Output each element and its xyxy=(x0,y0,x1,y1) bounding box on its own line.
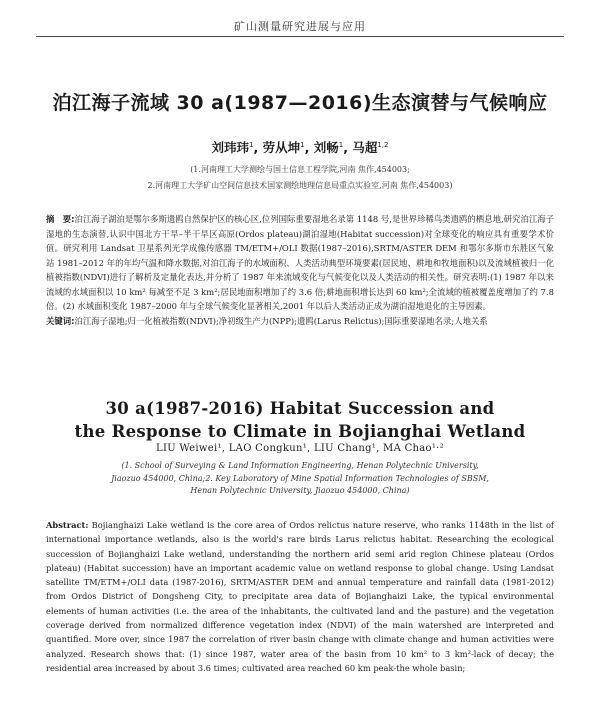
title-chinese: 泊江海子流域 30 a(1987—2016)生态演替与气候响应 xyxy=(52,92,548,114)
affiliation-english-line: (1. School of Surveying & Land Information Engineering, Henan Polytechnic University, xyxy=(121,461,479,470)
author-affil-mark: 1,2 xyxy=(377,140,389,149)
title-english-line-2: the Response to Climate in Bojianghai Wetland xyxy=(74,422,526,441)
author-affil-mark: 1 xyxy=(338,140,344,149)
abstract-text-english: Bojianghaizi Lake wetland is the core area of Ordos relictus nature reserve, who ranks 1148th in the list of international importance wetlands, also is the world's rare birds Larus relictus habitat. Researching the ecological succession of Bojianghaizi Lake wetland, understanding the northern arid semi arid region Chinese plateau (Ordos plateau) (Habitat succession) have an important academic value on wetland response to global change. Using Landsat satellite TM/ETM+/OLI data (1987-2016), SRTM/ASTER DEM and annual temperature and rainfall data (1981-2012) from Ordos District of Dongsheng City, to precipitate area data of Bojianghaizi Lake, the typical environmental elements of human activities (i.e. the area of the inhabitants, the cultivated land and the pasture) and the vegetation coverage derived from normalized difference vegetation index (NDVI) of the main watershed are interpreted and quantified. More over, since 1987 the correlation of river basin change with climate change and human activities were analyzed. Research shows that: (1) since 1987, water area of the basin from 10 km² to 3 km²-lack of decay; the residential area increased by about 3.6 times; cultivated area reached 60 km peak-the whole basin; xyxy=(46,520,555,673)
affiliation-english-line: Jiaozuo 454000, China;2. Key Laboratory of Mine Spatial Information Technologies of SBSM, xyxy=(111,473,489,483)
abstract-text-chinese: 泊江海子湖泊是鄂尔多斯遗鸥自然保护区的核心区,位列国际重要湿地名录第 1148 号,是世界珍稀鸟类遗鸥的栖息地,研究泊江海子湿地的生态演替,认识中国北方干旱–半干旱区高原(Ordos plateau)湖泊湿地(Habitat succession)对全球变化的响应具有重要学术价值。研究利用 Landsat 卫星系列光学成像传感器 TM/ETM+/OLI 数据(1987–2016),SRTM/ASTER DEM 和鄂尔多斯市东胜区气象站 1981–2012 年的年均气温和降水数据,对泊江海子的水域面积、人类活动典型环境要素(居民地、耕地和牧地面积)以及流域植被归一化植被指数(NDVI)进行了解析及定量化表达,并分析了 1987 年来流域变化与气候变化以及人类活动的相关性。研究表明:(1) 1987 年以来流域的水域面积以 10 km² 每减至不足 3 km²;居民地面积增加了约 3.6 倍;耕地面积增长达到 60 km²;全流域的植被覆盖度增加了约 7.8 倍。(2) 水域面积变化 1987–2000 年与全球气候变化显著相关,2001 年以后人类活动正成为湖泊湿地退化的主导因素。 xyxy=(46,214,554,311)
header-rule xyxy=(36,36,564,37)
affiliation-chinese-2: 2.河南理工大学矿山空间信息技术国家测绘地理信息局重点实验室,河南 焦作,454003) xyxy=(147,181,453,190)
affiliations-english xyxy=(60,460,540,498)
author-affil-mark: 1 xyxy=(249,140,254,149)
abstract-label-english: Abstract: xyxy=(46,520,89,530)
author-name: 马超 xyxy=(352,140,378,155)
keywords-label-chinese: 关键词: xyxy=(46,315,75,326)
abstract-english xyxy=(46,518,554,675)
keywords-text-chinese: 泊江海子湿地;归一化植被指数(NDVI);净初级生产力(NPP);遗鸥(Larus Relictus);国际重要湿地名录;人地关系 xyxy=(74,315,488,326)
running-head: 矿山测量研究进展与应用 xyxy=(234,20,366,33)
authors-english: LIU Weiwei¹, LAO Congkun¹, LIU Chang¹, MA Chao¹·² xyxy=(156,443,444,454)
affiliation-english-line: Henan Polytechnic University, Jiaozuo 454000, China) xyxy=(190,486,410,495)
abstract-chinese xyxy=(46,212,554,328)
authors-chinese: 刘玮玮$^1$, 劳从坤$^1$, 刘畅$^1$, 马超$^{1,2}$ xyxy=(211,140,389,155)
author-name: 刘畅 xyxy=(313,140,339,155)
affiliation-chinese-1: (1.河南理工大学测绘与国土信息工程学院,河南 焦作,454003; xyxy=(190,165,410,174)
author-affil-mark: 1 xyxy=(300,140,305,149)
author-name: 劳从坤 xyxy=(262,140,301,155)
title-english xyxy=(0,397,600,443)
author-name: 刘玮玮 xyxy=(211,140,250,155)
abstract-label-chinese: 摘 要: xyxy=(46,214,75,224)
title-english-line-1: 30 a(1987-2016) Habitat Succession and xyxy=(105,399,495,418)
